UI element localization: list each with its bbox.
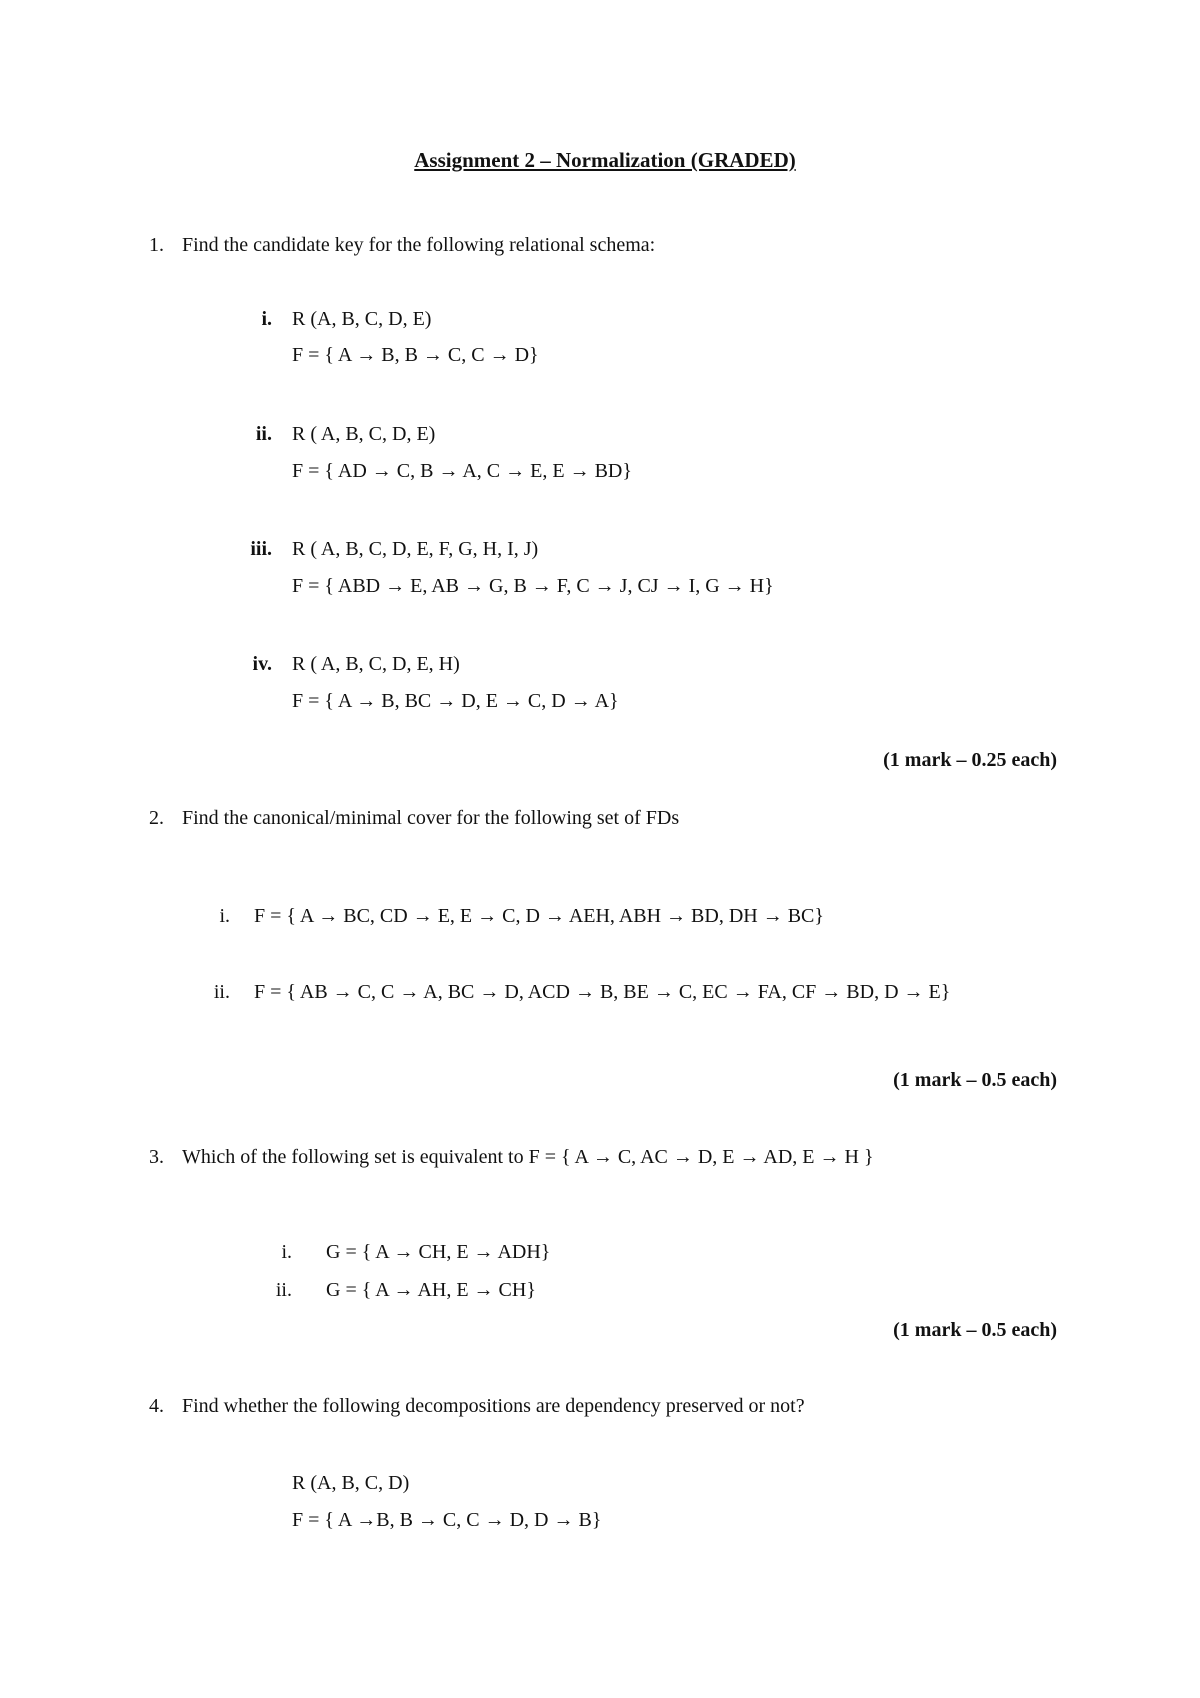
fd-set: F = { AB → C, C → A, BC → D, ACD → B, BE → C, EC → FA, CF → BD, D → E} xyxy=(254,981,951,1003)
item-label: i. xyxy=(219,905,230,927)
question-text: Which of the following set is equivalent to F = { A → C, AC → D, E → AD, E → H } xyxy=(182,1146,874,1168)
question-number: 3. xyxy=(149,1146,164,1168)
fd-set: G = { A → AH, E → CH} xyxy=(326,1279,536,1301)
question-text: Find whether the following decompositions are dependency preserved or not? xyxy=(182,1395,805,1417)
fd-set: F = { AD → C, B → A, C → E, E → BD} xyxy=(292,460,632,482)
relation-schema: R ( A, B, C, D, E, F, G, H, I, J) xyxy=(292,538,539,560)
marks-note: (1 mark – 0.5 each) xyxy=(893,1069,1057,1091)
question-number: 2. xyxy=(149,807,164,829)
item-label: iv. xyxy=(252,653,272,675)
relation-schema: R (A, B, C, D, E) xyxy=(292,308,432,330)
question-text: Find the canonical/minimal cover for the following set of FDs xyxy=(182,807,680,829)
fd-set: G = { A → CH, E → ADH} xyxy=(326,1241,551,1263)
question-number: 1. xyxy=(149,234,164,256)
item-label: i. xyxy=(261,308,272,330)
item-label: i. xyxy=(281,1241,292,1263)
fd-set: F = { A →B, B → C, C → D, D → B} xyxy=(292,1509,602,1531)
relation-schema: R ( A, B, C, D, E, H) xyxy=(292,653,460,675)
relation-schema: R ( A, B, C, D, E) xyxy=(292,423,436,445)
question-text: Find the candidate key for the following relational schema: xyxy=(182,234,656,256)
question-number: 4. xyxy=(149,1395,164,1417)
item-label: ii. xyxy=(255,423,272,445)
fd-set: F = { A → B, BC → D, E → C, D → A} xyxy=(292,690,619,712)
marks-note: (1 mark – 0.5 each) xyxy=(893,1319,1057,1341)
item-label: ii. xyxy=(275,1279,292,1301)
page-title: Assignment 2 – Normalization (GRADED) xyxy=(414,148,796,172)
item-label: ii. xyxy=(213,981,230,1003)
fd-set: F = { ABD → E, AB → G, B → F, C → J, CJ → I, G → H} xyxy=(292,575,774,597)
fd-set: F = { A → BC, CD → E, E → C, D → AEH, ABH → BD, DH → BC} xyxy=(254,905,824,927)
marks-note: (1 mark – 0.25 each) xyxy=(883,749,1057,771)
relation-schema: R (A, B, C, D) xyxy=(292,1472,410,1494)
item-label: iii. xyxy=(250,538,272,560)
fd-set: F = { A → B, B → C, C → D} xyxy=(292,344,539,366)
